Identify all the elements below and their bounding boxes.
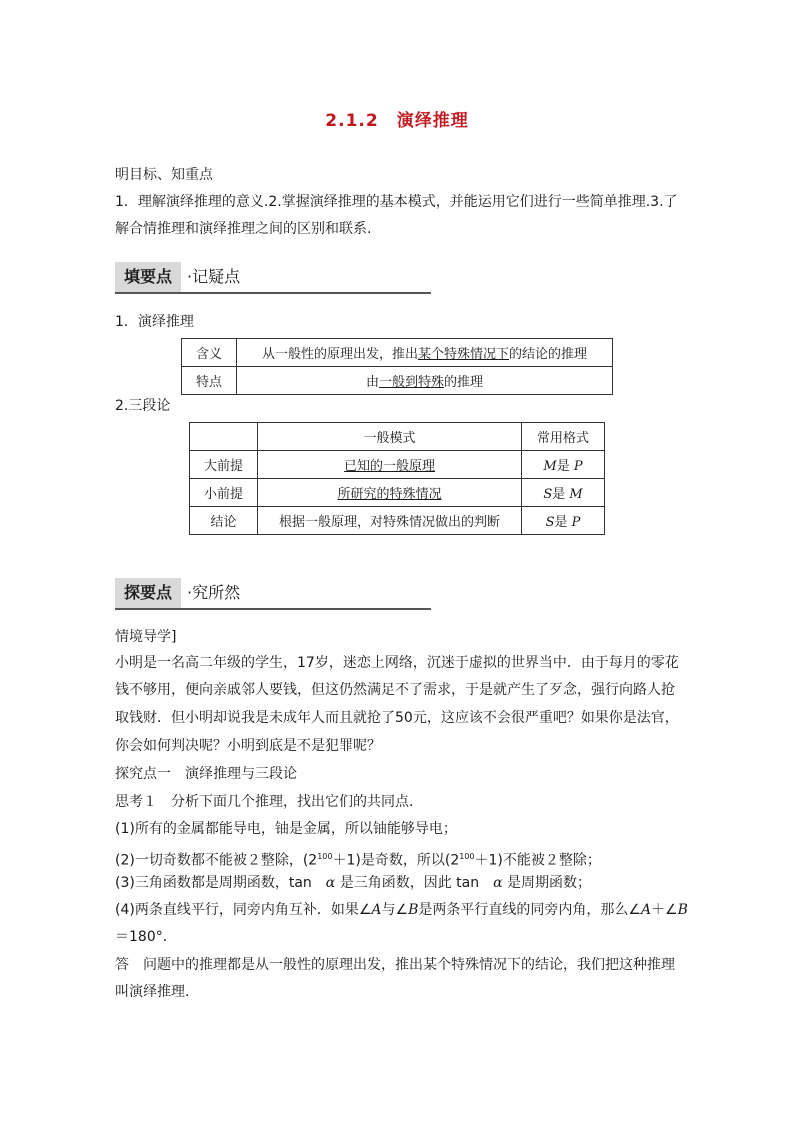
header-cell (190, 423, 258, 451)
table-row (190, 479, 605, 507)
row-content: 由一般到特殊的推理 (237, 367, 613, 395)
section-rule (115, 292, 431, 294)
think-question: 思考１ 分析下面几个推理，找出它们的共同点． (115, 794, 423, 810)
goals-heading: 明目标、知重点 (115, 167, 213, 183)
proposition-1: (1)所有的金属都能导电，铀是金属，所以铀能够导电； (115, 821, 457, 837)
header-cell: 一般模式 (258, 423, 522, 451)
intro-line-4: 你会如何判决呢？小明到底是不是犯罪呢？ (115, 738, 381, 754)
section-subtitle: ·究所然 (187, 583, 241, 602)
row-label: 特点 (182, 367, 237, 395)
proposition-4: (4)两条直线平行，同旁内角互补．如果∠A与∠B是两条平行直线的同旁内角，那么∠A＋∠B (115, 902, 688, 918)
answer-line-1: 答 问题中的推理都是从一般性的原理出发，推出某个特殊情况下的结论，我们把这种推理 (115, 957, 675, 973)
answer-line-2: 叫演绎推理． (115, 984, 199, 1000)
proposition-3: (3)三角函数都是周期函数，tan α 是三角函数，因此 tan α 是周期函数； (115, 875, 592, 891)
table-header-row (190, 423, 605, 451)
section-banner-2 (115, 578, 431, 608)
section-tag: 填要点 (115, 262, 181, 292)
proposition-2: (2)一切奇数都不能被２整除，$(2^{100}+1)$是奇数，所以$(2^{100}+1)$不能被２整除； (115, 852, 601, 869)
proposition-4-cont: ＝180°． (115, 929, 177, 945)
table-row (182, 339, 613, 367)
row-mode: 所研究的特殊情况 (258, 479, 522, 507)
item-2-heading: 2.三段论 (115, 398, 171, 414)
row-label: 结论 (190, 507, 258, 535)
goals-line-2: 解合情推理和演绎推理之间的区别和联系. (115, 221, 372, 237)
goals-line-1: 1．理解演绎推理的意义.2.掌握演绎推理的基本模式，并能运用它们进行一些简单推理.3.了 (115, 194, 678, 210)
row-mode: 根据一般原理，对特殊情况做出的判断 (258, 507, 522, 535)
row-content: 从一般性的原理出发，推出某个特殊情况下的结论的推理 (237, 339, 613, 367)
section-banner-1 (115, 262, 431, 292)
intro-line-2: 钱不够用，便向亲戚邻人要钱，但这仍然满足不了需求，于是就产生了歹念，强行向路人抢 (115, 682, 675, 698)
row-format: S是 M (522, 479, 605, 507)
deduction-table (181, 338, 613, 395)
table-row (190, 451, 605, 479)
row-mode: 已知的一般原理 (258, 451, 522, 479)
syllogism-table (189, 422, 605, 535)
section-tag: 探要点 (115, 578, 181, 608)
row-format: M是 P (522, 451, 605, 479)
intro-heading: 情境导学] (115, 629, 177, 645)
row-label: 大前提 (190, 451, 258, 479)
row-format: S是 P (522, 507, 605, 535)
row-label: 含义 (182, 339, 237, 367)
header-cell: 常用格式 (522, 423, 605, 451)
table-row (182, 367, 613, 395)
intro-line-1: 小明是一名高二年级的学生，17岁，迷恋上网络，沉迷于虚拟的世界当中．由于每月的零花 (115, 655, 679, 671)
explore-point: 探究点一 演绎推理与三段论 (115, 766, 297, 782)
row-label: 小前提 (190, 479, 258, 507)
item-1-heading: 1．演绎推理 (115, 314, 194, 330)
table-row (190, 507, 605, 535)
section-rule (115, 608, 431, 610)
intro-line-3: 取钱财．但小明却说我是未成年人而且就抢了50元，这应该不会很严重吧？如果你是法官， (115, 710, 679, 726)
page-title: 2.1.2 演绎推理 (325, 111, 469, 131)
section-subtitle: ·记疑点 (187, 267, 241, 286)
